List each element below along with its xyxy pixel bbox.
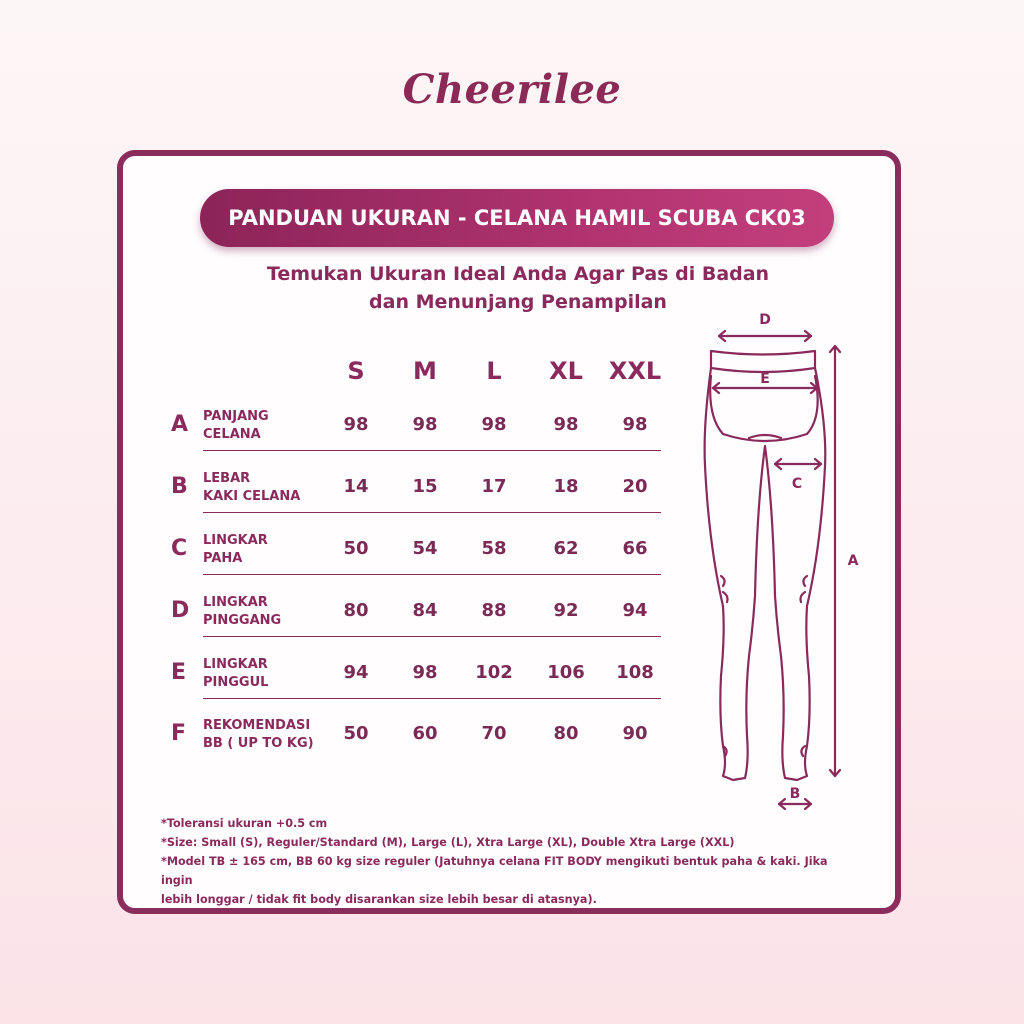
- size-guide-card: [117, 150, 901, 914]
- note-model-line-2: lebih longgar / tidak fit body disarankan size lebih besar di atasnya).: [161, 893, 597, 906]
- dimension-label-a: A: [847, 553, 859, 569]
- table-cell: 98: [412, 414, 438, 435]
- title-banner: [200, 189, 834, 247]
- table-cell: 70: [481, 723, 507, 744]
- table-cell: 15: [412, 476, 438, 497]
- pants-diagram: [683, 306, 873, 821]
- row-label-line: PAHA: [203, 551, 243, 566]
- table-cell: 84: [412, 600, 438, 621]
- note-sizes: *Size: Small (S), Reguler/Standard (M), Large (L), Xtra Large (XL), Double Xtra Large (XXL): [161, 836, 735, 849]
- table-cell: 98: [553, 414, 579, 435]
- row-divider: [203, 698, 661, 699]
- table-cell: 98: [622, 414, 648, 435]
- row-divider: [203, 512, 661, 513]
- row-letter-a: A: [171, 412, 189, 437]
- dimension-label-c: C: [791, 476, 803, 492]
- table-cell: 102: [475, 662, 513, 683]
- banner-title: PANDUAN UKURAN - CELANA HAMIL SCUBA CK03: [228, 206, 806, 230]
- table-cell: 50: [343, 538, 369, 559]
- table-cell: 60: [412, 723, 438, 744]
- table-cell: 80: [343, 600, 369, 621]
- row-label-line: PINGGUL: [203, 675, 269, 690]
- table-cell: 62: [553, 538, 579, 559]
- table-cell: 88: [481, 600, 507, 621]
- row-letter-f: F: [171, 721, 187, 746]
- row-label-line: BB ( UP TO KG): [203, 736, 314, 751]
- subtitle-line-1: Temukan Ukuran Ideal Anda Agar Pas di Badan: [266, 263, 770, 285]
- row-label-line: LEBAR: [203, 471, 251, 486]
- table-cell: 20: [622, 476, 648, 497]
- row-label-line: LINGKAR: [203, 533, 268, 548]
- waistband-outline: [711, 351, 815, 372]
- row-label-line: PINGGANG: [203, 613, 282, 628]
- table-cell: 17: [481, 476, 507, 497]
- table-cell: 98: [412, 662, 438, 683]
- table-cell: 98: [481, 414, 507, 435]
- row-letter-c: C: [171, 536, 188, 561]
- table-cell: 58: [481, 538, 507, 559]
- brand-logo: Cheerilee: [402, 66, 622, 113]
- row-divider: [203, 574, 661, 575]
- table-cell: 90: [622, 723, 648, 744]
- row-label-line: CELANA: [203, 427, 261, 442]
- dimension-label-b: B: [789, 786, 801, 802]
- row-letter-e: E: [171, 660, 187, 685]
- dimension-label-d: D: [759, 312, 771, 328]
- table-cell: 14: [343, 476, 369, 497]
- table-cell: 80: [553, 723, 579, 744]
- size-header-xl: XL: [549, 357, 583, 385]
- row-divider: [203, 450, 661, 451]
- table-cell: 92: [553, 600, 579, 621]
- size-header-xxl: XXL: [608, 357, 662, 385]
- table-cell: 106: [547, 662, 585, 683]
- table-cell: 94: [622, 600, 648, 621]
- note-tolerance: *Toleransi ukuran +0.5 cm: [161, 817, 328, 830]
- row-label-line: PANJANG: [203, 409, 269, 424]
- table-cell: 98: [343, 414, 369, 435]
- size-header-l: L: [486, 357, 502, 385]
- table-cell: 66: [622, 538, 648, 559]
- size-header-m: M: [413, 357, 437, 385]
- subtitle-line-2: dan Menunjang Penampilan: [369, 291, 667, 313]
- row-label-line: KAKI CELANA: [203, 489, 301, 504]
- dimension-label-e: E: [760, 371, 770, 387]
- table-cell: 94: [343, 662, 369, 683]
- row-label-line: LINGKAR: [203, 657, 268, 672]
- table-cell: 54: [412, 538, 438, 559]
- row-divider: [203, 636, 661, 637]
- row-letter-d: D: [171, 598, 190, 623]
- table-cell: 18: [553, 476, 579, 497]
- pants-outline: [705, 368, 826, 780]
- footnotes: [161, 814, 861, 909]
- table-cell: 108: [616, 662, 654, 683]
- row-letter-b: B: [171, 474, 188, 499]
- size-header-s: S: [347, 357, 365, 385]
- note-model-line-1: *Model TB ± 165 cm, BB 60 kg size reguler (Jatuhnya celana FIT BODY mengikuti bentuk paha & kaki. Jika ingin: [161, 855, 828, 887]
- row-label-line: REKOMENDASI: [203, 718, 311, 733]
- table-cell: 50: [343, 723, 369, 744]
- row-label-line: LINGKAR: [203, 595, 268, 610]
